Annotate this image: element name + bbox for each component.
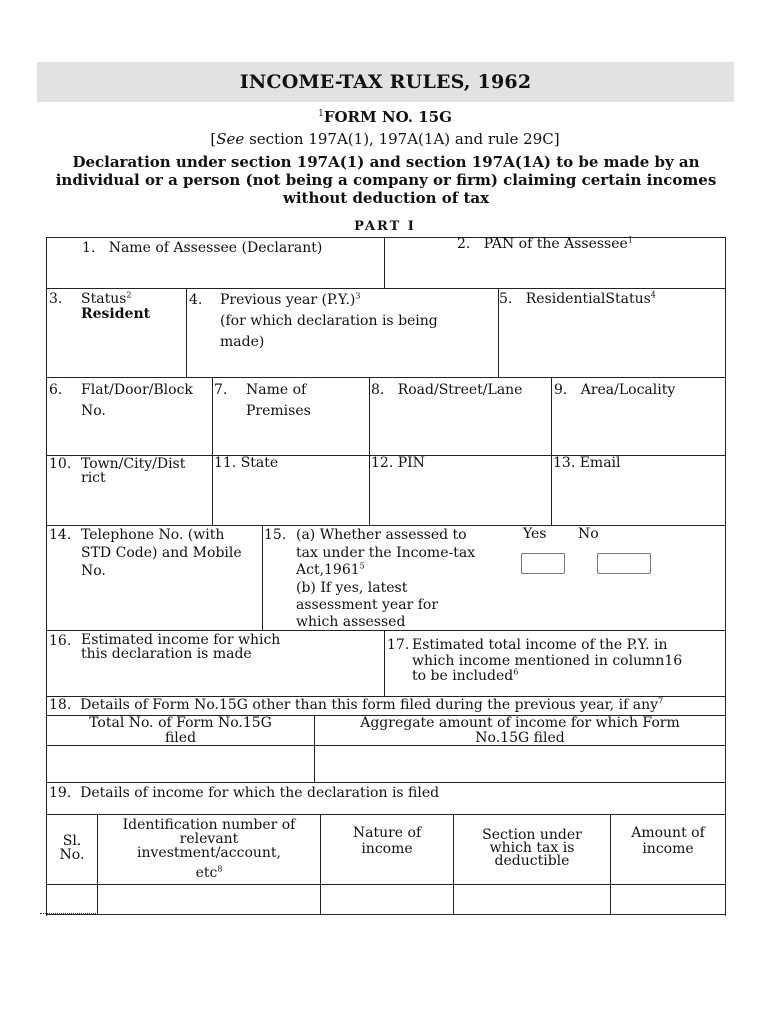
field-previous-year-label [220,292,361,309]
cell-divider [262,525,263,630]
col-aggregate-amount-2: No.15G filed [475,730,565,746]
field-status-number: 3. [49,291,63,307]
field-estimated-income-label-2: this declaration is made [81,646,252,662]
col-identification-4 [98,866,320,881]
footnote-ref: 1 [627,235,633,245]
cell-divider [186,288,187,377]
field-total-income-label-2: which income mentioned in column16 [412,653,683,669]
field-total-income-included: to be included [412,668,514,684]
field-state: 11. State [214,455,279,471]
row-rule [46,914,726,915]
footnote-ref: 6 [513,667,519,677]
field-pan-label: 2. PAN of the Assessee [457,236,628,252]
col-amount-2: income [642,841,694,857]
footnote-ref: 5 [359,561,365,571]
col-sl-2: No. [59,847,85,863]
field-premises-number: 7. [214,382,228,398]
field-road-street: 8. Road/Street/Lane [371,382,523,398]
field-assessed-label-1: (a) Whether assessed to [296,527,467,543]
yes-checkbox[interactable] [521,553,565,574]
page-title: INCOME-TAX RULES, 1962 [239,71,532,93]
footnote-ref: 2 [126,290,132,300]
field-previous-year-note-2: made) [220,334,265,350]
col-identification-1: Identification number of [122,817,296,833]
rule-reference [0,130,770,148]
col-aggregate-amount-1: Aggregate amount of income for which Form [360,715,680,731]
field-previous-year-number: 4. [189,292,203,308]
field-total-income-number: 17. [387,637,410,653]
rule-see: See [216,130,245,148]
row-rule [46,884,726,885]
title-banner [37,62,734,102]
col-section-2: which tax is [489,840,575,856]
col-nature-1: Nature of [352,825,422,841]
field-telephone-label-3: No. [81,563,106,579]
row-rule [46,288,726,289]
row-rule [46,782,726,783]
field-pan [457,236,633,253]
row-rule [46,377,726,378]
part-title: PART I [354,219,416,234]
field-total-income-label-3 [412,669,518,684]
footnote-ref: 8 [217,864,223,874]
field-flat-label-1: Flat/Door/Block [81,382,193,398]
form-footnote-ref: 1 [318,109,324,119]
field-town-label-2: rict [81,470,106,486]
field-form-15g-details [49,697,663,714]
field-premises-label-1: Name of [246,382,307,398]
field-telephone-label-1: Telephone No. (with [81,527,225,543]
field-town-number: 10. [49,456,72,472]
field-area-locality: 9. Area/Locality [554,382,676,398]
field-pin: 12. PIN [371,455,425,471]
cell-divider [369,377,370,525]
col-identification-2: relevant [179,831,239,847]
col-amount-1: Amount of [631,825,705,841]
field-status-value: Resident [81,306,151,322]
footnote-ref: 7 [658,696,664,706]
field-assessed-act: Act,1961 [296,562,360,578]
col-section-3: deductible [494,853,570,869]
field-town-label-1: Town/City/Dist [81,456,186,472]
no-checkbox[interactable] [597,553,651,574]
field-assessed-number: 15. [264,527,287,543]
field-premises-label-2: Premises [246,403,311,419]
field-estimated-income-number: 16. [49,633,72,649]
footnote-ref: 3 [355,291,361,301]
field-assessed-label-2: tax under the Income-tax [296,545,476,561]
field-assessed-label-3 [296,562,365,579]
field-previous-year-note-1: (for which declaration is being [220,313,438,329]
no-label: No [578,526,599,542]
col-identification-3: investment/account, [137,845,281,861]
field-telephone-label-2: STD Code) and Mobile [81,545,242,561]
field-residential-status [499,291,656,308]
form-number [0,108,770,126]
field-form-15g-details-label: 18. Details of Form No.15G other than this form filed during the previous year, if any [49,697,659,713]
field-assessed-label-5: assessment year for [296,597,439,613]
field-income-details: 19. Details of income for which the declaration is filed [49,785,440,801]
dotted-rule [40,913,98,914]
declaration-heading: Declaration under section 197A(1) and section 197A(1A) to be made by an individual or a person (not being a company or firm) claiming certain incomes without deduction of tax [55,153,717,207]
row-rule [46,814,726,815]
col-total-forms-1: Total No. of Form No.15G [89,715,272,731]
cell-divider [551,377,552,525]
rule-sections: section 197A(1), 197A(1A) and rule 29C] [244,130,560,148]
col-sl-1: Sl. [62,833,82,849]
field-flat-label-2: No. [81,403,106,419]
cell-divider [384,630,385,696]
field-status-text: Status [81,291,127,307]
form-number-text: FORM NO. 15G [323,108,452,126]
field-estimated-income-label-1: Estimated income for which [81,632,281,648]
footnote-ref: 4 [650,290,656,300]
col-nature-2: income [361,841,413,857]
col-identification-etc: etc [195,865,218,881]
cell-divider [212,377,213,525]
col-total-forms-2: filed [164,730,197,746]
field-name-of-assessee: 1. Name of Assessee (Declarant) [82,240,323,256]
field-total-income-label-1: Estimated total income of the P.Y. in [412,637,668,653]
col-section-1: Section under [482,827,582,843]
field-telephone-number: 14. [49,527,72,543]
field-previous-year-text: Previous year (P.Y.) [220,292,356,308]
field-assessed-label-6: which assessed [296,614,406,630]
field-assessed-label-4: (b) If yes, latest [296,580,408,596]
rule-bracket: [ [210,130,217,148]
cell-divider [384,237,385,288]
field-email: 13. Email [553,455,621,471]
field-residential-status-label: 5. ResidentialStatus [499,291,651,307]
row-rule [46,525,726,526]
field-flat-number: 6. [49,382,63,398]
yes-label: Yes [523,526,547,542]
